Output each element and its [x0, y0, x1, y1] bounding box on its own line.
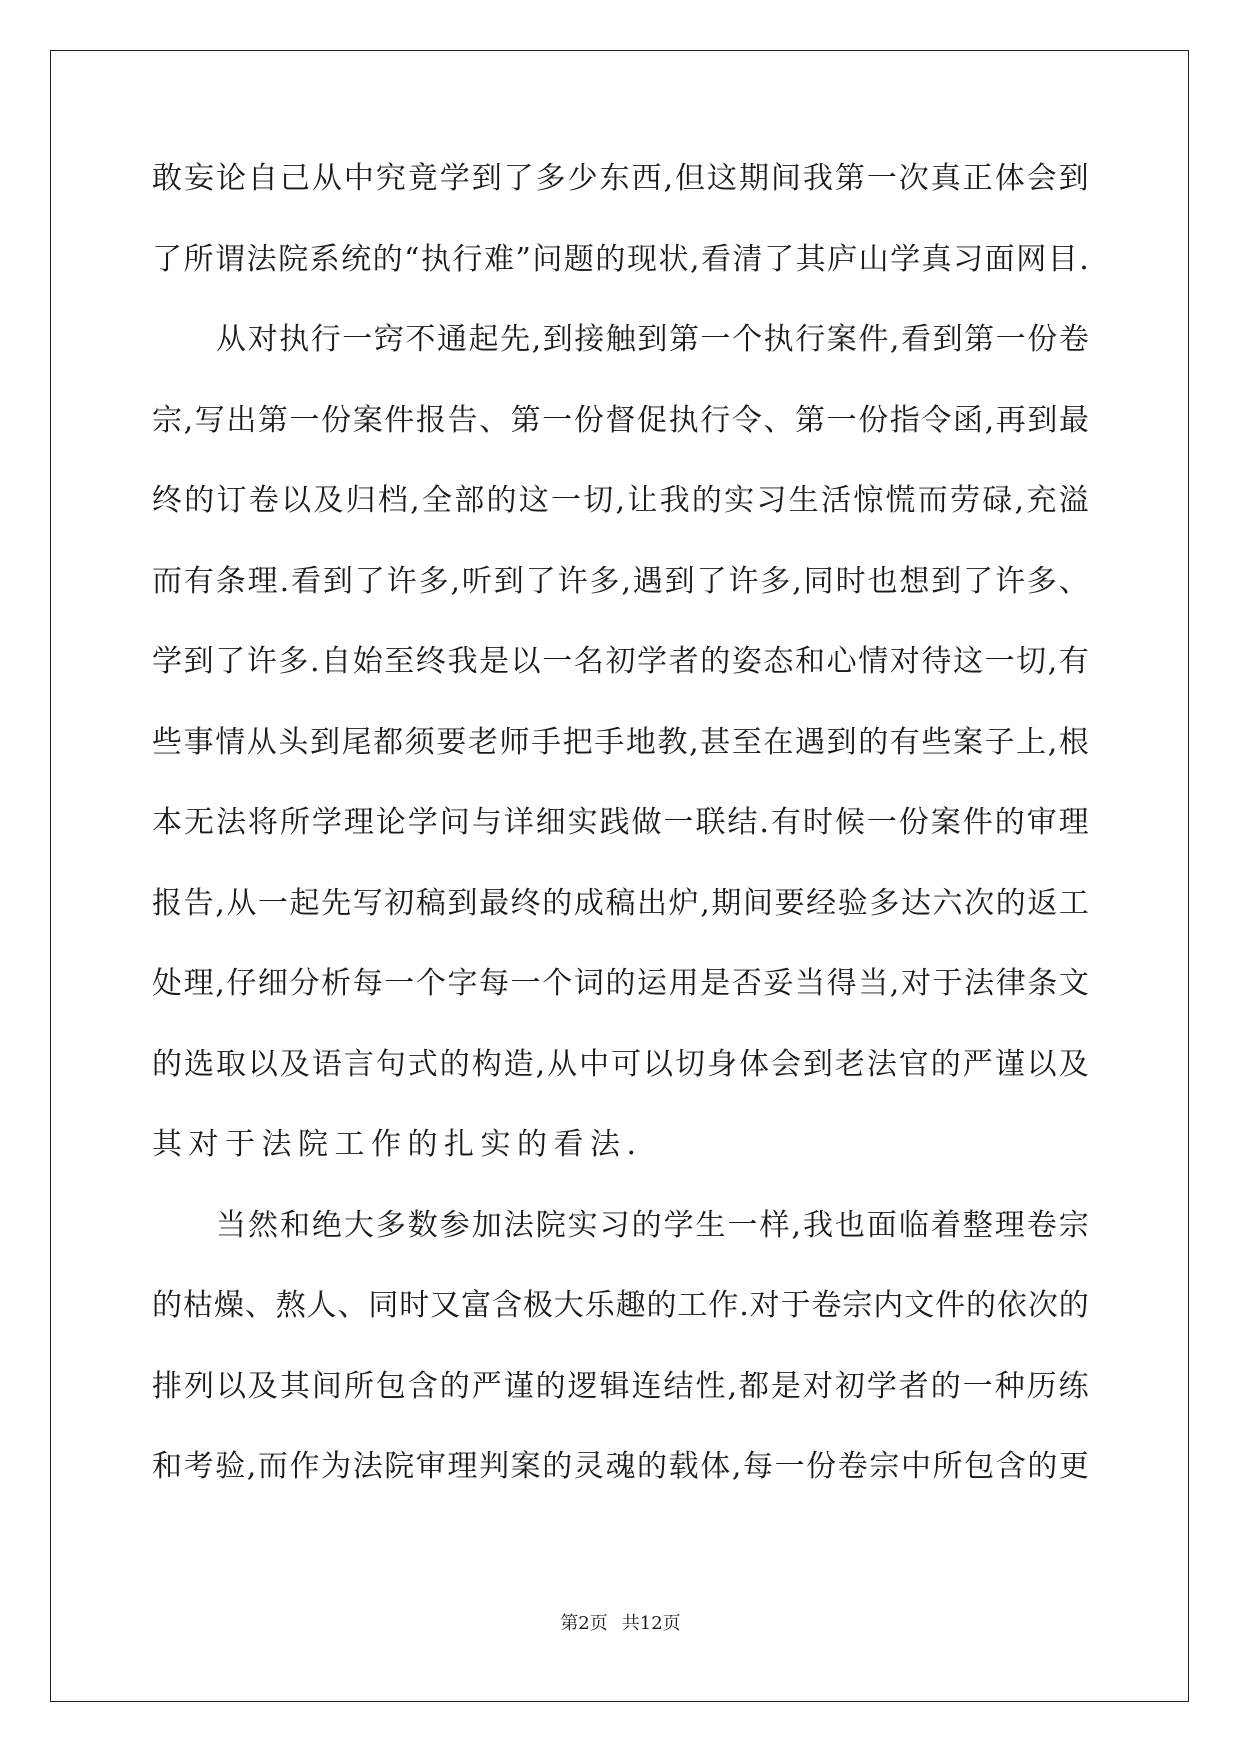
text-line: 了 所 谓 法 院 系 统 的 “ 执 行 难 ” 问 题 的 现 状 , 看 清 了 其 庐 山 学 真 习 面 网 目 .: [152, 241, 1089, 277]
paragraph-start-line: 从 对 执 行 一 窍 不 通 起 先 , 到 接 触 到 第 一 个 执 行 案 件 , 看 到 第 一 份 卷: [216, 322, 1089, 357]
text-line: 报 告 , 从 一 起 先 写 初 稿 到 最 终 的 成 稿 出 炉 , 期 间 要 经 验 多 达 六 次 的 返 工: [152, 885, 1089, 921]
text-line: 些 事 情 从 头 到 尾 都 须 要 老 师 手 把 手 地 教 , 甚 至 在 遇 到 的 有 些 案 子 上 , 根: [152, 724, 1089, 760]
document-body: [152, 161, 1089, 1533]
text-line: 处 理 , 仔 细 分 析 每 一 个 字 每 一 个 词 的 运 用 是 否 妥 当 得 当 , 对 于 法 律 条 文: [152, 966, 1089, 1001]
paragraph-start-line: 当 然 和 绝 大 多 数 参 加 法 院 实 习 的 学 生 一 样 , 我 也 面 临 着 整 理 卷 宗: [216, 1207, 1089, 1243]
page-total: 共12页: [621, 1613, 681, 1634]
text-line: 排 列 以 及 其 间 所 包 含 的 严 谨 的 逻 辑 连 结 性 , 都 是 对 初 学 者 的 一 种 历 练: [152, 1368, 1089, 1404]
page-footer: [0, 1614, 1241, 1634]
text-line: 本 无 法 将 所 学 理 论 学 问 与 详 细 实 践 做 一 联 结 . 有 时 候 一 份 案 件 的 审 理: [152, 805, 1089, 840]
text-line: 的 枯 燥 、 熬 人 、 同 时 又 富 含 极 大 乐 趣 的 工 作 . 对 于 卷 宗 内 文 件 的 依 次 的: [152, 1288, 1089, 1323]
paragraph-end-line: 其对于法院工作的扎实的看法.: [152, 1127, 643, 1162]
text-line: 宗 , 写 出 第 一 份 案 件 报 告 、 第 一 份 督 促 执 行 令 、 第 一 份 指 令 函 , 再 到 最: [152, 402, 1089, 438]
page-number: 第2页: [560, 1613, 608, 1634]
text-line: 终 的 订 卷 以 及 归 档 , 全 部 的 这 一 切 , 让 我 的 实 习 生 活 惊 慌 而 劳 碌 , 充 溢: [152, 483, 1089, 518]
text-line: 而 有 条 理 . 看 到 了 许 多 , 听 到 了 许 多 , 遇 到 了 许 多 , 同 时 也 想 到 了 许 多 、: [152, 563, 1089, 599]
text-line: 学 到 了 许 多 . 自 始 至 终 我 是 以 一 名 初 学 者 的 姿 态 和 心 情 对 待 这 一 切 , 有: [152, 644, 1089, 679]
text-line: 敢 妄 论 自 己 从 中 究 竟 学 到 了 多 少 东 西 , 但 这 期 间 我 第 一 次 真 正 体 会 到: [152, 161, 1089, 196]
text-line: 和 考 验 , 而 作 为 法 院 审 理 判 案 的 灵 魂 的 载 体 , 每 一 份 卷 宗 中 所 包 含 的 更: [152, 1449, 1089, 1484]
text-line: 的 选 取 以 及 语 言 句 式 的 构 造 , 从 中 可 以 切 身 体 会 到 老 法 官 的 严 谨 以 及: [152, 1046, 1089, 1082]
